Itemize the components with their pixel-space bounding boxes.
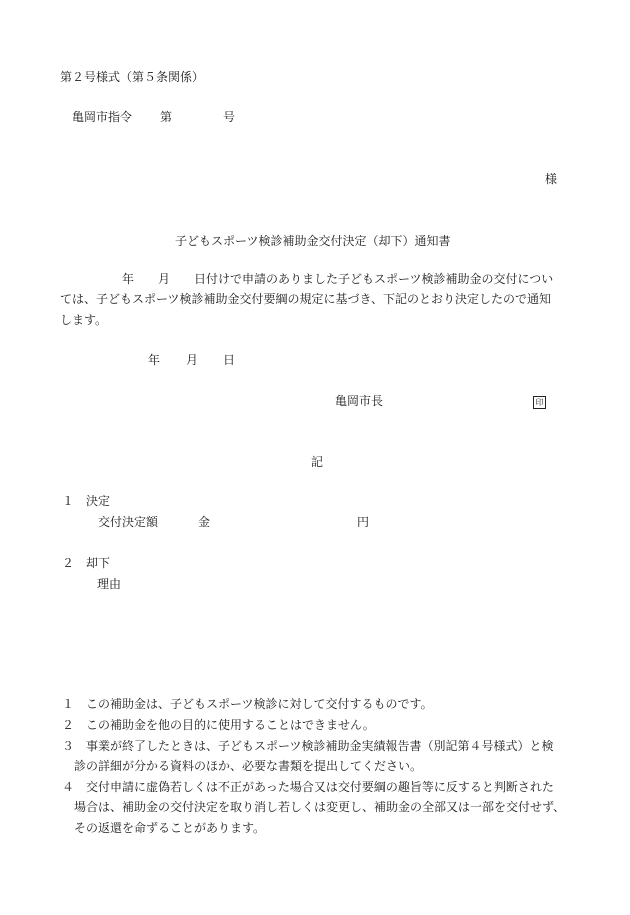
addressee-suffix: 様: [545, 172, 558, 186]
seal-mark-glyph: 印: [533, 396, 546, 409]
note-4-continuation-2: その返還を命ずることがあります。: [74, 821, 266, 835]
body-line-1: 年 月 日付けで申請のありました子どもスポーツ検診補助金の交付につい: [122, 272, 554, 286]
note-text: この補助金を他の目的に使用することはできません。: [86, 718, 375, 732]
rejection-heading: ２ 却下: [62, 556, 111, 570]
doc-number-dai: 第: [160, 110, 173, 124]
ki-label: 記: [311, 455, 324, 469]
amount-label: 交付決定額: [98, 515, 159, 529]
note-number: ２: [62, 718, 75, 732]
note-text-line-1: 交付申請に虚偽若しくは不正があった場合又は交付要綱の趣旨等に反すると判断された: [86, 780, 554, 794]
note-number: ４: [62, 780, 75, 794]
note-3-continuation: 診の詳細が分かる資料のほか、必要な書類を提出してください。: [74, 759, 423, 773]
note-number: １: [62, 697, 75, 711]
note-1: [62, 698, 433, 710]
doc-number-prefix: 亀岡市指令: [72, 110, 133, 124]
body-line-2: ては、子どもスポーツ検診補助金交付要綱の規定に基づき、下記のとおり決定したので通知: [60, 292, 552, 306]
document-title: 子どもスポーツ検診補助金交付決定（却下）通知書: [175, 234, 451, 248]
note-text: この補助金は、子どもスポーツ検診に対して交付するものです。: [86, 697, 433, 711]
form-label: 第２号様式（第５条関係）: [60, 70, 205, 84]
note-2: [62, 719, 375, 731]
rejection-reason-label: 理由: [97, 577, 122, 591]
doc-number-go: 号: [223, 110, 236, 124]
date-year: 年: [148, 353, 161, 367]
decision-heading: １ 決定: [62, 494, 111, 508]
note-text-line-1: 事業が終了したときは、子どもスポーツ検診補助金実績報告書（別記第４号様式）と検: [86, 739, 554, 753]
body-line-3: します。: [60, 313, 108, 327]
note-4-continuation-1: 場合は、補助金の交付決定を取り消し若しくは変更し、補助金の全部又は一部を交付せず、: [74, 800, 566, 814]
amount-kin: 金: [198, 515, 211, 529]
sender-name: 亀岡市長: [335, 394, 384, 408]
seal-mark: [533, 395, 546, 409]
amount-yen: 円: [357, 515, 370, 529]
date-month: 月: [186, 353, 199, 367]
note-4: [62, 781, 554, 793]
note-3: [62, 740, 554, 752]
note-number: ３: [62, 739, 75, 753]
date-day: 日: [223, 353, 236, 367]
